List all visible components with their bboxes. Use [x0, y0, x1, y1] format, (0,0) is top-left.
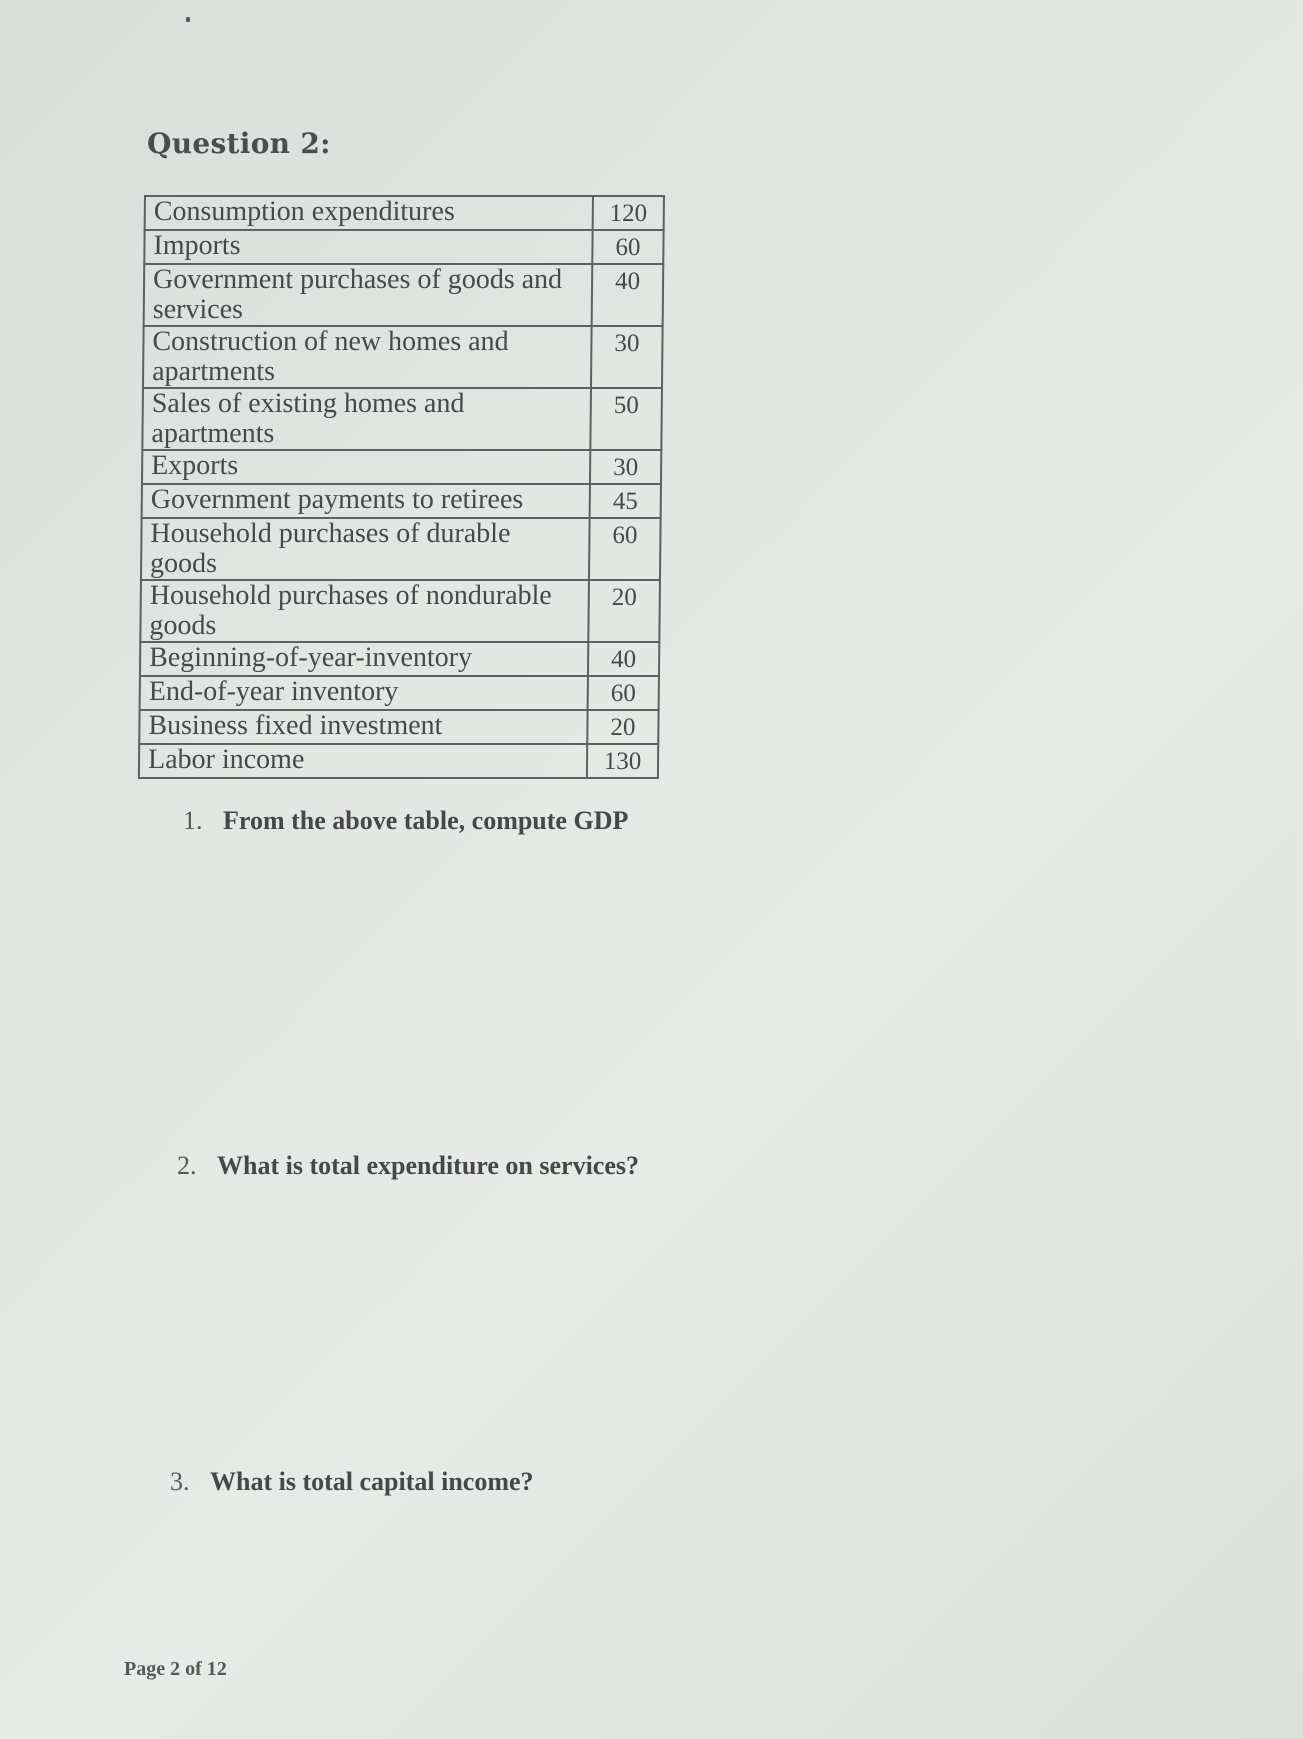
question-number: 2. — [177, 1151, 197, 1180]
question-number: 3. — [170, 1467, 190, 1496]
table-row — [139, 710, 658, 744]
row-label: Government purchases of goods and services — [144, 264, 593, 326]
row-label: Sales of existing homes and apartments — [142, 388, 591, 450]
table-row — [142, 484, 661, 518]
row-label: Imports — [144, 230, 592, 264]
table-row — [143, 326, 663, 388]
row-value: 50 — [590, 388, 662, 450]
table-row — [140, 642, 659, 676]
row-value: 45 — [590, 484, 661, 518]
row-label: Labor income — [139, 744, 587, 778]
table-row — [139, 744, 658, 778]
data-table — [138, 195, 665, 779]
row-label: End-of-year inventory — [140, 676, 588, 710]
row-label: Business fixed investment — [139, 710, 587, 744]
table-row — [145, 196, 664, 230]
row-value: 30 — [591, 326, 663, 388]
row-value: 120 — [593, 196, 664, 230]
question-3 — [170, 1467, 534, 1497]
question-text: From the above table, compute GDP — [223, 806, 629, 835]
row-value: 30 — [590, 450, 661, 484]
row-label: Government payments to retirees — [142, 484, 590, 518]
row-value: 130 — [587, 744, 658, 778]
question-title: Question 2: — [147, 127, 331, 160]
row-value: 40 — [592, 264, 664, 326]
paper-speck — [186, 17, 190, 22]
row-label: Construction of new homes and apartments — [143, 326, 592, 388]
row-value: 20 — [587, 710, 658, 744]
question-text: What is total expenditure on services? — [217, 1151, 639, 1180]
row-value: 20 — [588, 580, 660, 642]
row-value: 40 — [588, 642, 659, 676]
question-text: What is total capital income? — [210, 1467, 534, 1496]
table-row — [144, 264, 664, 326]
row-label: Exports — [142, 450, 590, 484]
row-label: Consumption expenditures — [145, 196, 593, 230]
question-1 — [183, 806, 628, 836]
table-row — [140, 676, 659, 710]
question-2 — [177, 1151, 639, 1181]
table-row — [144, 230, 663, 264]
page-footer: Page 2 of 12 — [124, 1658, 227, 1680]
row-value: 60 — [592, 230, 663, 264]
row-label: Household purchases of durable goods — [141, 518, 590, 580]
table-row — [141, 518, 661, 580]
question-number: 1. — [183, 806, 203, 835]
row-label: Beginning-of-year-inventory — [140, 642, 588, 676]
row-value: 60 — [588, 676, 659, 710]
row-label: Household purchases of nondurable goods — [140, 580, 589, 642]
table-row — [142, 388, 662, 450]
table-row — [142, 450, 661, 484]
table-row — [140, 580, 660, 642]
row-value: 60 — [589, 518, 661, 580]
